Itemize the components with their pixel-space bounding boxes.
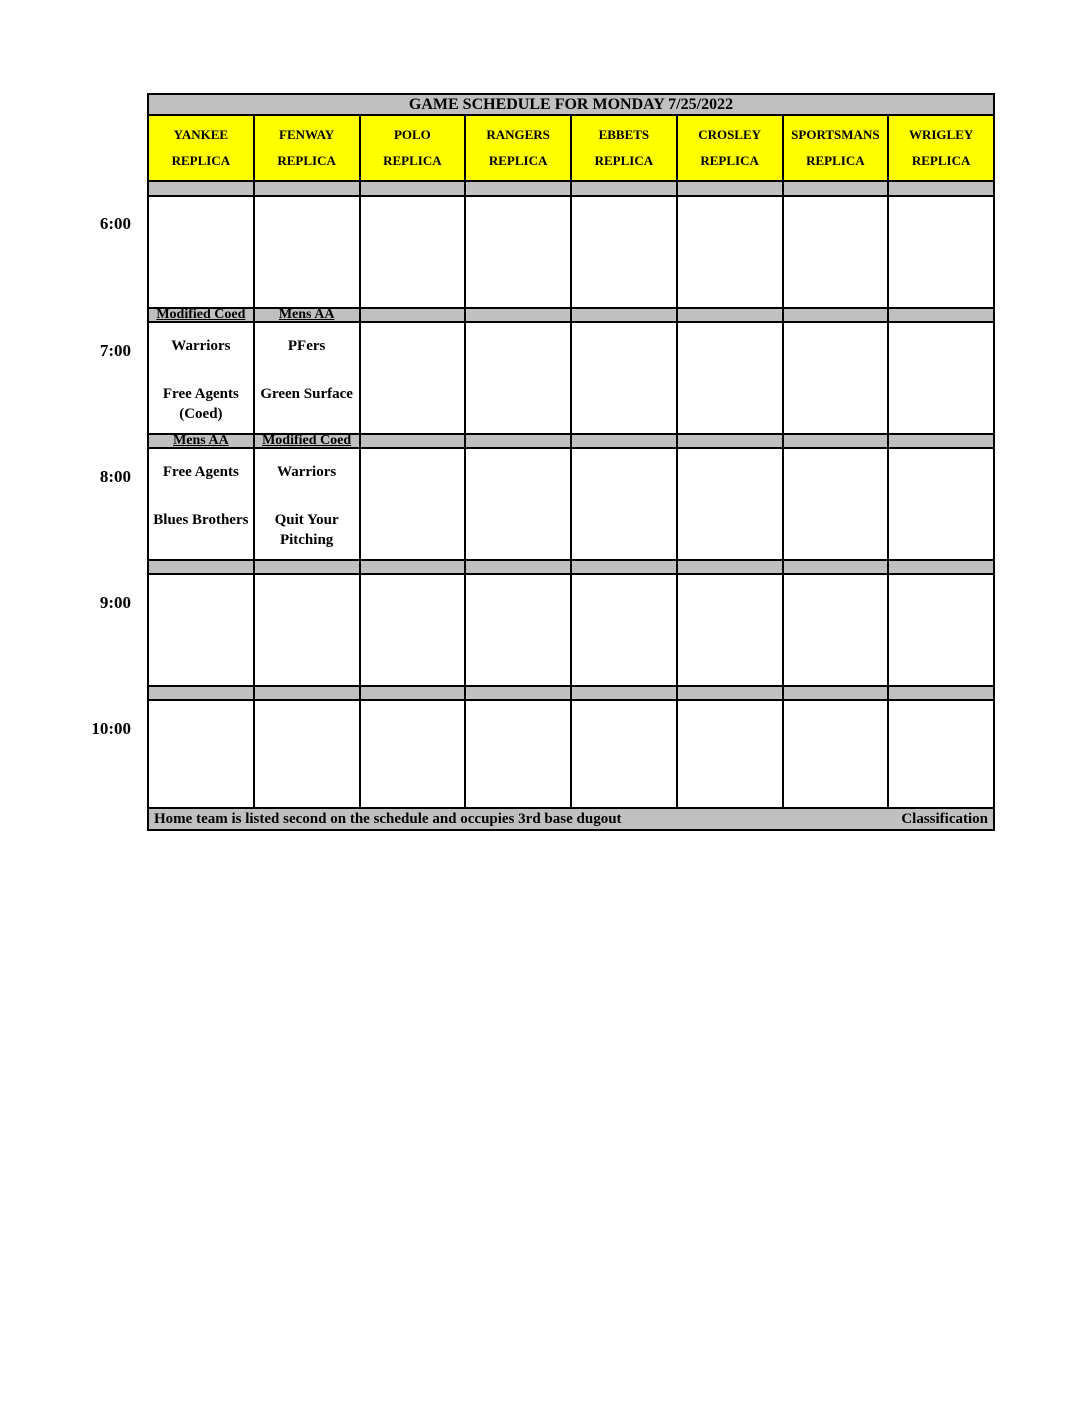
game-cell xyxy=(784,701,890,807)
field-type: REPLICA xyxy=(383,153,442,168)
game-cell xyxy=(572,323,678,433)
game-cell xyxy=(678,197,784,307)
field-name: CROSLEY xyxy=(698,127,762,142)
classification-cell xyxy=(889,435,993,447)
game-cell xyxy=(255,323,361,433)
table-title: GAME SCHEDULE FOR MONDAY 7/25/2022 xyxy=(408,95,734,113)
game-row-900 xyxy=(149,575,993,687)
classification-label: Mens AA xyxy=(278,309,335,321)
game-cell xyxy=(466,701,572,807)
game-cell xyxy=(784,197,890,307)
field-header-row xyxy=(149,116,993,182)
game-cell xyxy=(678,449,784,559)
classification-cell xyxy=(149,435,255,447)
away-team: Warriors xyxy=(171,338,231,354)
game-cell xyxy=(784,575,890,685)
game-row-800 xyxy=(149,449,993,561)
game-cell xyxy=(889,449,993,559)
home-team: Quit Your Pitching xyxy=(274,512,339,548)
game-cell xyxy=(255,197,361,307)
away-team: Free Agents xyxy=(162,464,239,480)
classification-cell xyxy=(784,687,890,699)
time-label-8: 8:00 xyxy=(99,467,131,486)
field-name: POLO xyxy=(393,127,431,142)
classification-cell xyxy=(678,561,784,573)
game-cell xyxy=(255,575,361,685)
classification-cell xyxy=(784,309,890,321)
time-label-7: 7:00 xyxy=(99,341,131,360)
game-cell xyxy=(149,323,255,433)
home-team: Green Surface xyxy=(260,386,353,402)
game-cell xyxy=(889,197,993,307)
field-header-fenway xyxy=(255,116,361,180)
classification-label: Modified Coed xyxy=(262,435,352,447)
classification-cell xyxy=(361,309,467,321)
game-cell xyxy=(678,323,784,433)
classification-cell xyxy=(784,182,890,195)
time-label-9: 9:00 xyxy=(99,593,131,612)
field-type: REPLICA xyxy=(911,153,971,168)
classification-cell xyxy=(255,687,361,699)
classification-cell xyxy=(466,435,572,447)
game-cell xyxy=(361,701,467,807)
game-cell xyxy=(678,701,784,807)
classification-cell xyxy=(361,687,467,699)
classification-cell xyxy=(572,309,678,321)
away-team: Warriors xyxy=(277,464,337,480)
classification-cell xyxy=(784,435,890,447)
classification-cell xyxy=(889,182,993,195)
footer-classification-label: Classification xyxy=(901,810,988,827)
field-header-wrigley xyxy=(889,116,993,180)
classification-cell xyxy=(466,687,572,699)
classification-label: Modified Coed xyxy=(156,309,246,321)
game-cell xyxy=(149,197,255,307)
game-row-1000 xyxy=(149,701,993,809)
classification-cell xyxy=(889,309,993,321)
game-cell xyxy=(255,701,361,807)
time-label-6: 6:00 xyxy=(99,214,131,233)
classification-cell xyxy=(678,182,784,195)
field-type: REPLICA xyxy=(700,153,759,168)
classification-cell xyxy=(572,182,678,195)
game-cell xyxy=(466,449,572,559)
classification-cell xyxy=(572,561,678,573)
time-label-10: 10:00 xyxy=(91,719,131,738)
classification-cell xyxy=(255,561,361,573)
game-cell xyxy=(361,575,467,685)
classification-cell xyxy=(572,687,678,699)
game-cell xyxy=(361,323,467,433)
field-header-sportsmans xyxy=(784,116,890,180)
game-cell xyxy=(572,197,678,307)
game-cell xyxy=(255,449,361,559)
classification-cell xyxy=(572,435,678,447)
classification-cell xyxy=(149,687,255,699)
game-cell xyxy=(361,197,467,307)
field-type: REPLICA xyxy=(594,153,654,168)
game-cell xyxy=(466,575,572,685)
classification-cell xyxy=(889,561,993,573)
game-cell xyxy=(784,323,890,433)
field-name: RANGERS xyxy=(486,127,550,142)
classification-cell xyxy=(149,182,255,195)
field-header-crosley xyxy=(678,116,784,180)
field-type: REPLICA xyxy=(277,153,336,168)
game-cell xyxy=(466,323,572,433)
footer-row xyxy=(149,809,993,829)
classification-row-700 xyxy=(149,309,993,323)
game-cell xyxy=(572,701,678,807)
game-cell xyxy=(466,197,572,307)
classification-cell xyxy=(149,561,255,573)
classification-cell xyxy=(678,687,784,699)
field-header-rangers xyxy=(466,116,572,180)
classification-cell xyxy=(889,687,993,699)
classification-row-1000 xyxy=(149,687,993,701)
classification-row-800 xyxy=(149,435,993,449)
home-team: Free Agents (Coed) xyxy=(162,386,239,422)
field-name: EBBETS xyxy=(598,127,650,142)
field-header-ebbets xyxy=(572,116,678,180)
field-name: SPORTSMANS xyxy=(791,127,880,142)
schedule-table xyxy=(147,93,995,831)
classification-cell xyxy=(361,435,467,447)
game-cell xyxy=(784,449,890,559)
game-cell xyxy=(889,701,993,807)
field-type: REPLICA xyxy=(171,153,231,168)
classification-cell xyxy=(466,309,572,321)
game-cell xyxy=(361,449,467,559)
classification-cell xyxy=(255,309,361,321)
home-team: Blues Brothers xyxy=(153,512,249,528)
classification-cell xyxy=(466,561,572,573)
classification-cell xyxy=(361,182,467,195)
classification-row-600 xyxy=(149,182,993,197)
field-name: FENWAY xyxy=(279,127,335,142)
classification-cell xyxy=(149,309,255,321)
classification-cell xyxy=(784,561,890,573)
classification-cell xyxy=(255,182,361,195)
field-header-yankee xyxy=(149,116,255,180)
footer-note: Home team is listed second on the schedule and occupies 3rd base dugout xyxy=(154,810,622,827)
game-row-700 xyxy=(149,323,993,435)
classification-label: Mens AA xyxy=(173,435,229,447)
away-team: PFers xyxy=(287,338,326,354)
game-row-600 xyxy=(149,197,993,309)
game-cell xyxy=(572,449,678,559)
field-name: WRIGLEY xyxy=(908,127,974,142)
field-type: REPLICA xyxy=(488,153,548,168)
game-cell xyxy=(678,575,784,685)
game-cell xyxy=(149,575,255,685)
game-cell xyxy=(889,575,993,685)
field-header-polo xyxy=(361,116,467,180)
game-cell xyxy=(149,701,255,807)
game-cell xyxy=(149,449,255,559)
classification-cell xyxy=(466,182,572,195)
classification-cell xyxy=(678,435,784,447)
field-type: REPLICA xyxy=(806,153,865,168)
game-cell xyxy=(572,575,678,685)
classification-cell xyxy=(678,309,784,321)
classification-cell xyxy=(361,561,467,573)
classification-row-900 xyxy=(149,561,993,575)
table-title-row xyxy=(149,95,993,116)
classification-cell xyxy=(255,435,361,447)
field-name: YANKEE xyxy=(173,127,229,142)
game-cell xyxy=(889,323,993,433)
